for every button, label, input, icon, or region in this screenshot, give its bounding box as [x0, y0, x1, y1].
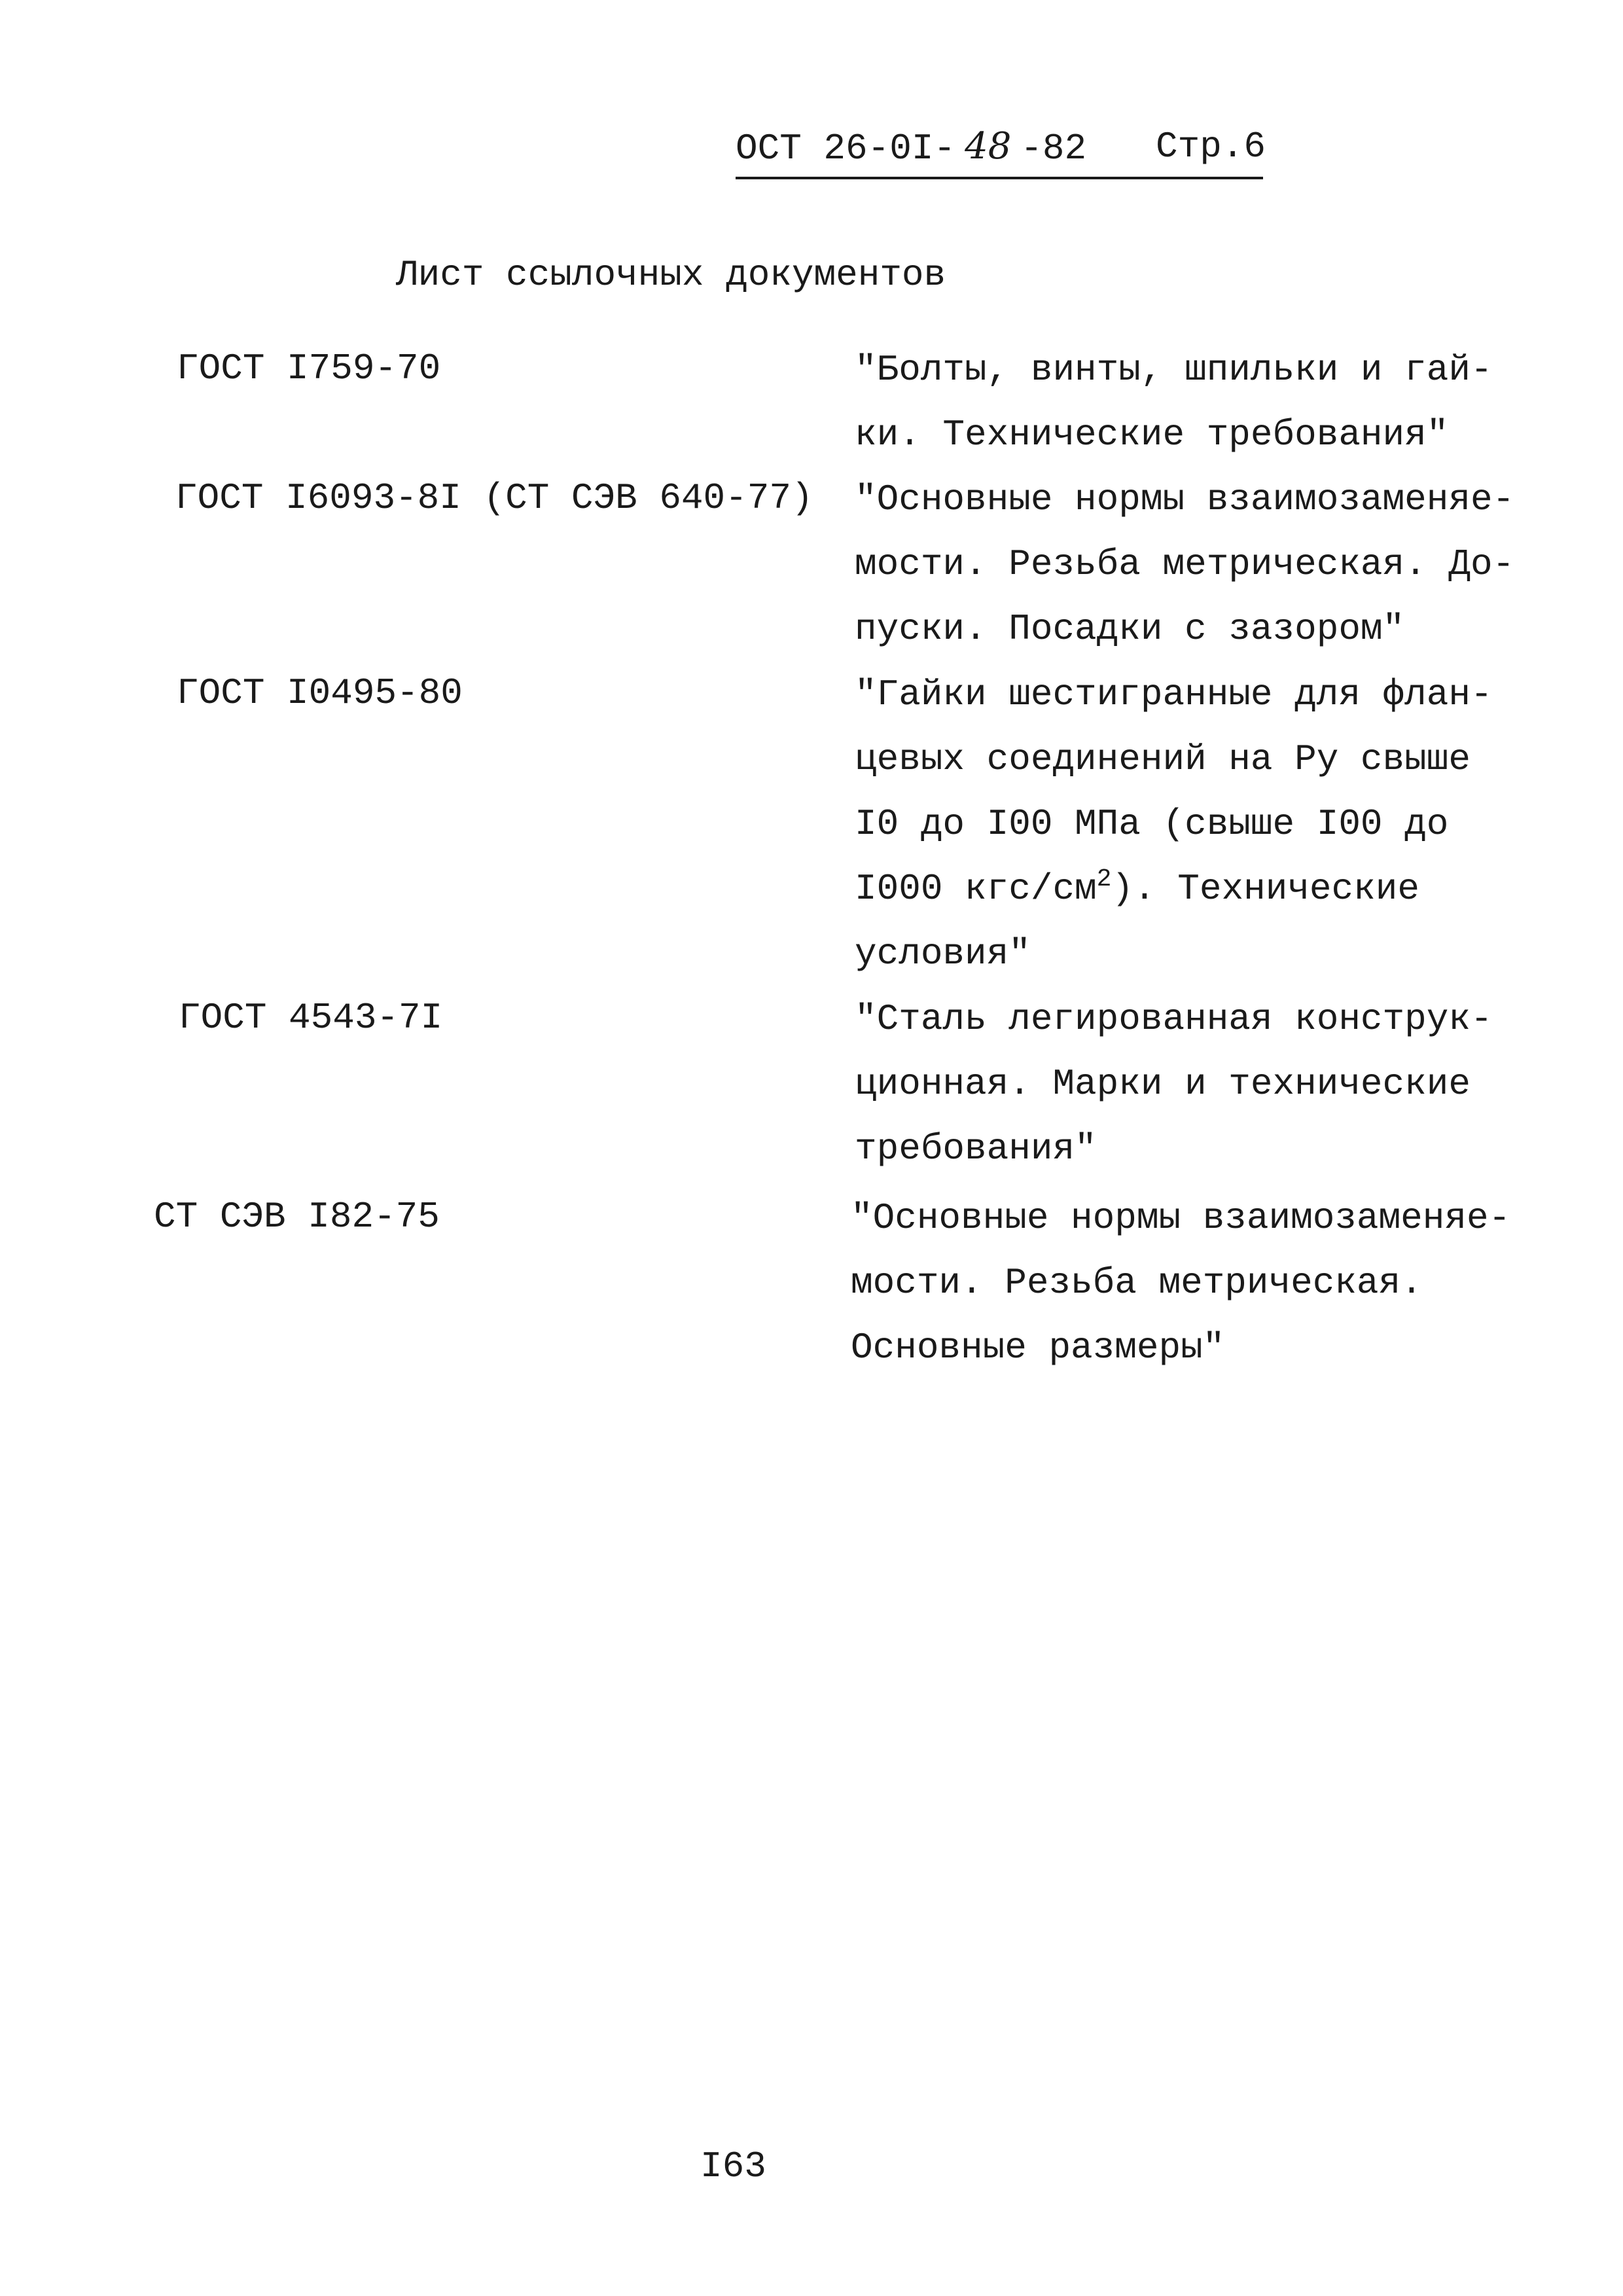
description-line: ки. Технические требования": [855, 414, 1449, 456]
superscript: 2: [1096, 865, 1112, 893]
document-code: [736, 125, 1087, 170]
reference-code: СТ СЭВ I82-75: [154, 1196, 440, 1238]
reference-code: ГОСТ I759-70: [177, 348, 441, 389]
description-line: требования": [855, 1128, 1097, 1170]
description-text: ). Технические: [1111, 868, 1419, 910]
description-line: ционная. Марки и технические: [855, 1063, 1471, 1105]
description-line: I0 до I00 МПа (свыше I00 до: [855, 803, 1449, 845]
reference-code: ГОСТ I0495-80: [177, 672, 463, 714]
reference-description: [855, 662, 1493, 986]
description-line: пуски. Посадки с зазором": [855, 608, 1405, 650]
page-number: I63: [700, 2145, 766, 2187]
document-code-suffix: -82: [1020, 128, 1087, 170]
description-line: "Болты, винты, шпильки и гай-: [855, 349, 1493, 391]
document-code-prefix: ОСТ 26-0I-: [736, 128, 956, 170]
description-line: "Сталь легированная конструк-: [855, 998, 1493, 1040]
reference-description: [855, 467, 1515, 662]
page-label: Стр.6: [1156, 126, 1266, 168]
description-line: Основные размеры": [851, 1327, 1225, 1369]
description-line: цевых соединений на Ру свыше: [855, 738, 1471, 780]
reference-description: [851, 1186, 1511, 1380]
reference-code: ГОСТ I6093-8I (СТ СЭВ 640-77): [175, 477, 813, 519]
reference-description: [855, 338, 1493, 467]
description-line: "Основные нормы взаимозаменяе-: [855, 478, 1515, 520]
description-line: условия": [855, 933, 1031, 975]
document-code-number: 48: [965, 125, 1012, 168]
page-title: Лист ссылочных документов: [396, 254, 946, 296]
description-line: мости. Резьба метрическая. До-: [855, 543, 1515, 585]
reference-description: [855, 987, 1493, 1181]
description-line: "Основные нормы взаимозаменяе-: [851, 1197, 1511, 1239]
description-line: "Гайки шестигранные для флан-: [855, 673, 1493, 715]
unit-text: I000 кгс/см: [855, 868, 1097, 910]
description-line: мости. Резьба метрическая.: [851, 1262, 1423, 1304]
description-line-with-superscript: [855, 857, 1483, 922]
document-header: [736, 124, 1266, 179]
reference-code: ГОСТ 4543-7I: [179, 997, 443, 1039]
